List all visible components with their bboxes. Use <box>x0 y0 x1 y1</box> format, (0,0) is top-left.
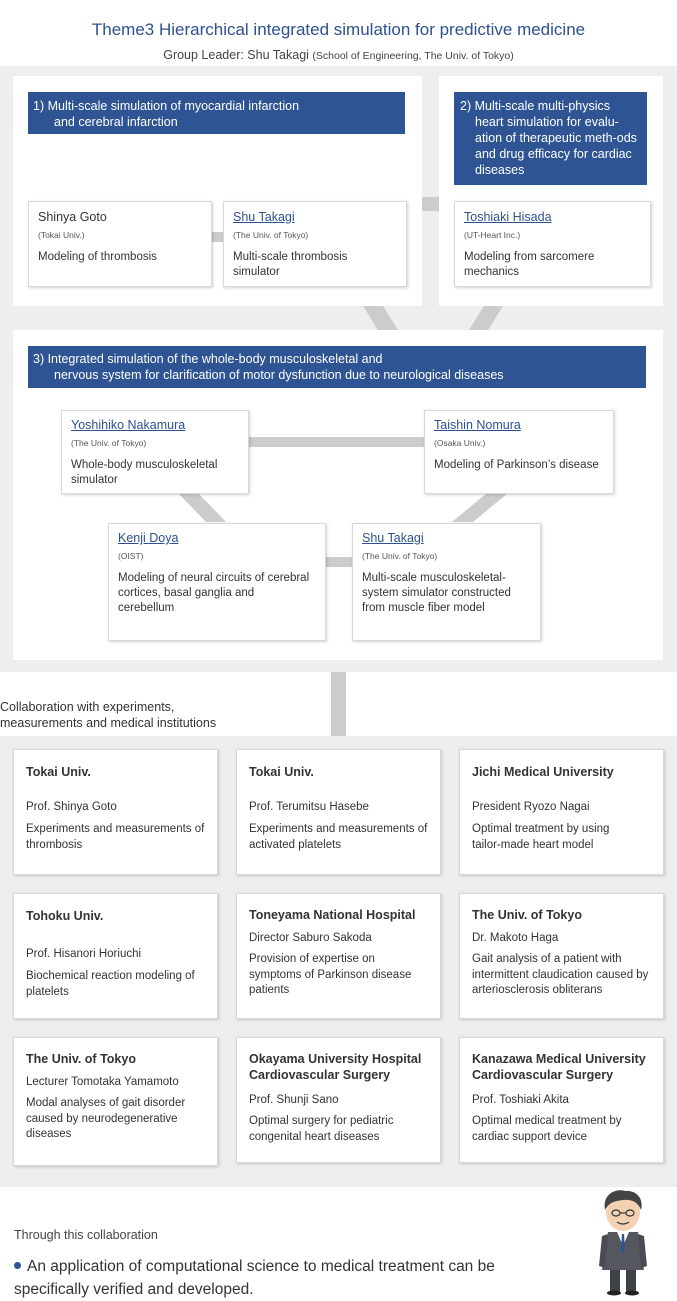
group2-title-rest: heart simulation for evalu-ation of therapeutic meth-ods and drug efficacy for cardiac diseases <box>475 115 637 177</box>
collaboration-heading-line1: Collaboration with experiments, <box>0 700 175 714</box>
member-card-takagi-1 <box>223 201 407 287</box>
connector-nakamura-doya <box>178 493 226 522</box>
footer-intro: Through this collaboration <box>14 1228 158 1242</box>
member-name-link[interactable]: Yoshihiko Nakamura <box>71 418 186 432</box>
member-name-link[interactable]: Taishin Nomura <box>434 418 521 432</box>
member-name-link[interactable]: Shu Takagi <box>233 210 295 224</box>
institution-name: Tokai Univ. <box>249 765 314 779</box>
institution-card <box>459 749 664 875</box>
member-card-hisada <box>454 201 651 287</box>
institution-description: Gait analysis of a patient with intermittent claudication caused by arteriosclerosis obliterans <box>472 953 649 996</box>
group-leader <box>0 48 677 62</box>
collaboration-heading <box>0 699 216 731</box>
group3-title-line1: 3) Integrated simulation of the whole-body musculoskeletal and <box>33 352 383 366</box>
connector-nakamura-nomura <box>249 437 425 447</box>
institution-description: Biochemical reaction modeling of platelets <box>26 970 195 998</box>
institution-person: Prof. Shinya Goto <box>26 801 117 813</box>
bullet-dot-icon <box>14 1262 21 1269</box>
institution-person: Prof. Shunji Sano <box>249 1094 339 1106</box>
institution-name: Jichi Medical University <box>472 765 614 779</box>
institution-name: Kanazawa Medical University Cardiovascular Surgery <box>472 1052 646 1082</box>
group-leader-label: Group Leader: Shu Takagi <box>163 48 309 62</box>
member-affiliation: (The Univ. of Tokyo) <box>362 551 438 561</box>
member-card-doya <box>108 523 326 641</box>
group3-title-line2: nervous system for clarification of motor dysfunction due to neurological diseases <box>54 368 504 382</box>
member-card-goto <box>28 201 212 287</box>
connector-right-diagonal <box>469 306 503 330</box>
presenter-character-icon <box>588 1188 658 1296</box>
institution-card <box>13 1037 218 1166</box>
member-affiliation: (The Univ. of Tokyo) <box>233 230 309 240</box>
institution-person: Lecturer Tomotaka Yamamoto <box>26 1076 179 1088</box>
institution-person: Dr. Makoto Haga <box>472 932 559 944</box>
connector-left-diagonal <box>363 306 398 330</box>
footer-conclusion <box>14 1256 554 1301</box>
member-description: Whole-body musculoskeletal simulator <box>71 459 218 486</box>
group1-title-line1: 1) Multi-scale simulation of myocardial infarction <box>33 99 300 113</box>
member-card-takagi-2 <box>352 523 541 641</box>
member-affiliation: (The Univ. of Tokyo) <box>71 438 147 448</box>
member-card-nomura <box>424 410 614 494</box>
institution-card <box>236 1037 441 1163</box>
institution-person: Prof. Hisanori Horiuchi <box>26 948 142 960</box>
institution-name: Toneyama National Hospital <box>249 908 416 922</box>
member-affiliation: (UT-Heart Inc.) <box>464 230 521 240</box>
institution-card <box>459 893 664 1019</box>
group2-title <box>454 92 647 185</box>
institution-person: President Ryozo Nagai <box>472 801 590 813</box>
institution-person: Prof. Terumitsu Hasebe <box>249 801 369 813</box>
institution-name: The Univ. of Tokyo <box>472 908 582 922</box>
member-description: Modeling of thrombosis <box>38 251 157 263</box>
member-description: Modeling of Parkinson’s disease <box>434 459 599 471</box>
footer-conclusion-text: An application of computational science to medical treatment can be specifically verified and developed. <box>14 1258 495 1298</box>
institution-card <box>13 749 218 875</box>
institution-card <box>236 749 441 875</box>
institution-description: Experiments and measurements of thrombosis <box>26 823 205 851</box>
member-affiliation: (OIST) <box>118 551 144 561</box>
member-affiliation: (Osaka Univ.) <box>434 438 486 448</box>
connector-nomura-takagi <box>452 493 508 522</box>
institution-card <box>13 893 218 1019</box>
institution-description: Optimal surgery for pediatric congenital heart diseases <box>249 1115 394 1143</box>
institution-name: The Univ. of Tokyo <box>26 1052 136 1066</box>
connector-group1-group2 <box>422 197 440 211</box>
member-name: Shinya Goto <box>38 210 107 224</box>
institution-person: Prof. Toshiaki Akita <box>472 1094 569 1106</box>
member-description: Modeling of neural circuits of cerebral cortices, basal ganglia and cerebellum <box>118 572 310 614</box>
member-description: Multi-scale musculoskeletal-system simulator constructed from muscle fiber model <box>362 572 511 614</box>
institution-name: Okayama University Hospital Cardiovascular Surgery <box>249 1052 422 1082</box>
institution-name: Tokai Univ. <box>26 765 91 779</box>
institution-description: Experiments and measurements of activated platelets <box>249 823 428 851</box>
group1-title-line2: and cerebral infarction <box>54 115 178 129</box>
group1-title <box>28 92 405 134</box>
member-name-link[interactable]: Toshiaki Hisada <box>464 210 552 224</box>
institution-name: Tohoku Univ. <box>26 909 104 923</box>
institution-card <box>459 1037 664 1163</box>
connector-to-collaboration <box>331 672 346 738</box>
collaboration-heading-line2: measurements and medical institutions <box>0 716 217 730</box>
member-name-link[interactable]: Kenji Doya <box>118 531 179 545</box>
institution-description: Optimal treatment by using tailor-made heart model <box>472 823 610 851</box>
institution-description: Modal analyses of gait disorder caused by neurodegenerative diseases <box>26 1097 186 1140</box>
member-description: Modeling from sarcomere mechanics <box>464 251 595 278</box>
member-description: Multi-scale thrombosis simulator <box>233 251 348 278</box>
page-title: Theme3 Hierarchical integrated simulation for predictive medicine <box>91 20 586 39</box>
institution-person: Director Saburo Sakoda <box>249 932 372 944</box>
group2-title-line1: 2) Multi-scale multi-physics <box>460 99 611 113</box>
institution-description: Provision of expertise on symptoms of Parkinson disease patients <box>249 953 412 996</box>
member-name-link[interactable]: Shu Takagi <box>362 531 424 545</box>
connector-doya-takagi <box>326 557 353 567</box>
group3-title <box>28 346 646 388</box>
member-card-nakamura <box>61 410 249 494</box>
member-affiliation: (Tokai Univ.) <box>38 230 85 240</box>
institution-description: Optimal medical treatment by cardiac support device <box>472 1115 622 1143</box>
institution-card <box>236 893 441 1019</box>
group-leader-affiliation: (School of Engineering, The Univ. of Tokyo) <box>312 50 514 62</box>
